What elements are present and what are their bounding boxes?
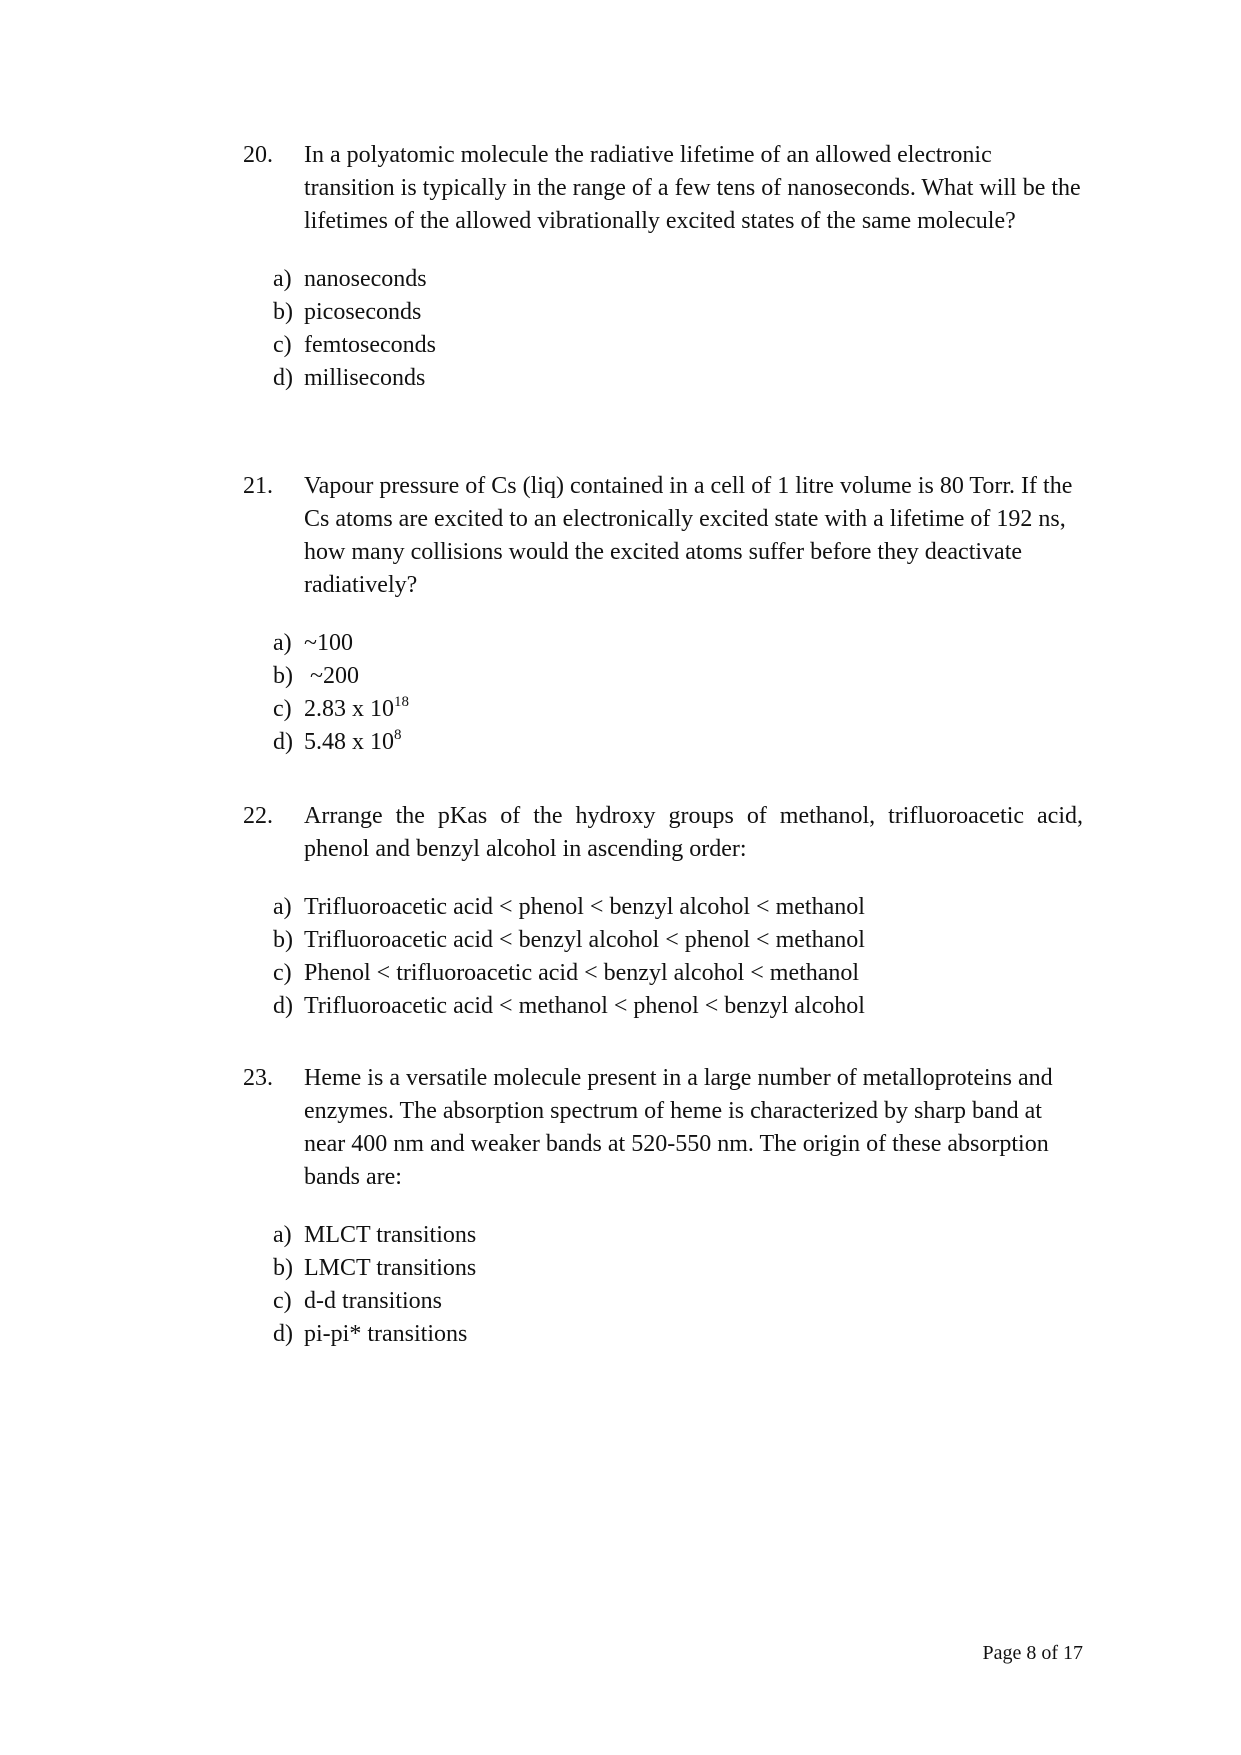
option-a [243, 891, 1083, 924]
option-a [243, 1219, 1083, 1252]
question-stem [243, 1062, 1083, 1194]
question-number: 21. [243, 473, 273, 499]
option-letter: d) [273, 729, 293, 755]
option-b [243, 924, 1083, 957]
option-letter: c) [273, 696, 292, 722]
question-text: Arrange the pKas of the hydroxy groups of methanol, trifluoroacetic acid, phenol and benzyl alcohol in ascending order: [304, 803, 1083, 862]
question-21 [243, 470, 1083, 759]
question-text: Vapour pressure of Cs (liq) contained in a cell of 1 litre volume is 80 Torr. If the Cs atoms are excited to an electronically excited state with a lifetime of 192 ns, how many collisions would the excited atoms suffer before they deactivate radiatively? [304, 473, 1073, 598]
answer-options [243, 891, 1083, 1023]
question-stem [243, 139, 1083, 238]
option-d [243, 362, 1083, 395]
option-c [243, 693, 1083, 726]
option-letter: d) [273, 365, 293, 391]
option-letter: b) [273, 299, 293, 325]
option-letter: b) [273, 927, 293, 953]
question-20 [243, 139, 1083, 395]
option-exponent: 8 [394, 727, 402, 743]
option-c [243, 329, 1083, 362]
question-number: 20. [243, 142, 273, 168]
question-23 [243, 1062, 1083, 1351]
question-text: In a polyatomic molecule the radiative lifetime of an allowed electronic transition is typically in the range of a few tens of nanoseconds. What will be the lifetimes of the allowed vibrationally excited states of the same molecule? [304, 142, 1081, 234]
option-letter: b) [273, 1255, 293, 1281]
question-22 [243, 800, 1083, 1023]
option-a [243, 627, 1083, 660]
option-letter: a) [273, 1222, 292, 1248]
option-text: 5.48 x 10 [304, 729, 394, 755]
option-letter: a) [273, 630, 292, 656]
question-stem [243, 800, 1083, 866]
option-text: Trifluoroacetic acid < phenol < benzyl alcohol < methanol [304, 894, 865, 920]
option-letter: d) [273, 993, 293, 1019]
option-letter: a) [273, 266, 292, 292]
option-text: pi-pi* transitions [304, 1321, 468, 1347]
answer-options [243, 627, 1083, 759]
option-d [243, 990, 1083, 1023]
option-text: ~200 [304, 663, 359, 689]
option-text: ~100 [304, 630, 353, 656]
option-text: Trifluoroacetic acid < methanol < phenol < benzyl alcohol [304, 993, 865, 1019]
page-number: Page 8 of 17 [982, 1642, 1083, 1664]
option-c [243, 957, 1083, 990]
option-letter: c) [273, 1288, 292, 1314]
option-text: d-d transitions [304, 1288, 442, 1314]
option-letter: c) [273, 960, 292, 986]
option-text: Phenol < trifluoroacetic acid < benzyl alcohol < methanol [304, 960, 860, 986]
option-text: MLCT transitions [304, 1222, 477, 1248]
option-letter: d) [273, 1321, 293, 1347]
option-d [243, 1318, 1083, 1351]
option-letter: c) [273, 332, 292, 358]
option-text: nanoseconds [304, 266, 427, 292]
option-c [243, 1285, 1083, 1318]
option-d [243, 726, 1083, 759]
option-text: picoseconds [304, 299, 422, 325]
option-letter: a) [273, 894, 292, 920]
option-b [243, 296, 1083, 329]
option-text: 2.83 x 10 [304, 696, 394, 722]
option-exponent: 18 [394, 694, 409, 710]
option-b [243, 660, 1083, 693]
answer-options [243, 1219, 1083, 1351]
question-number: 23. [243, 1065, 273, 1091]
option-text: milliseconds [304, 365, 426, 391]
option-text: Trifluoroacetic acid < benzyl alcohol < phenol < methanol [304, 927, 865, 953]
answer-options [243, 263, 1083, 395]
option-letter: b) [273, 663, 293, 689]
option-text: femtoseconds [304, 332, 436, 358]
option-text: LMCT transitions [304, 1255, 477, 1281]
question-number: 22. [243, 803, 273, 829]
question-text: Heme is a versatile molecule present in a large number of metalloproteins and enzymes. The absorption spectrum of heme is characterized by sharp band at near 400 nm and weaker bands at 520-550 nm. The origin of these absorption bands are: [304, 1065, 1053, 1190]
question-stem [243, 470, 1083, 602]
option-b [243, 1252, 1083, 1285]
option-a [243, 263, 1083, 296]
